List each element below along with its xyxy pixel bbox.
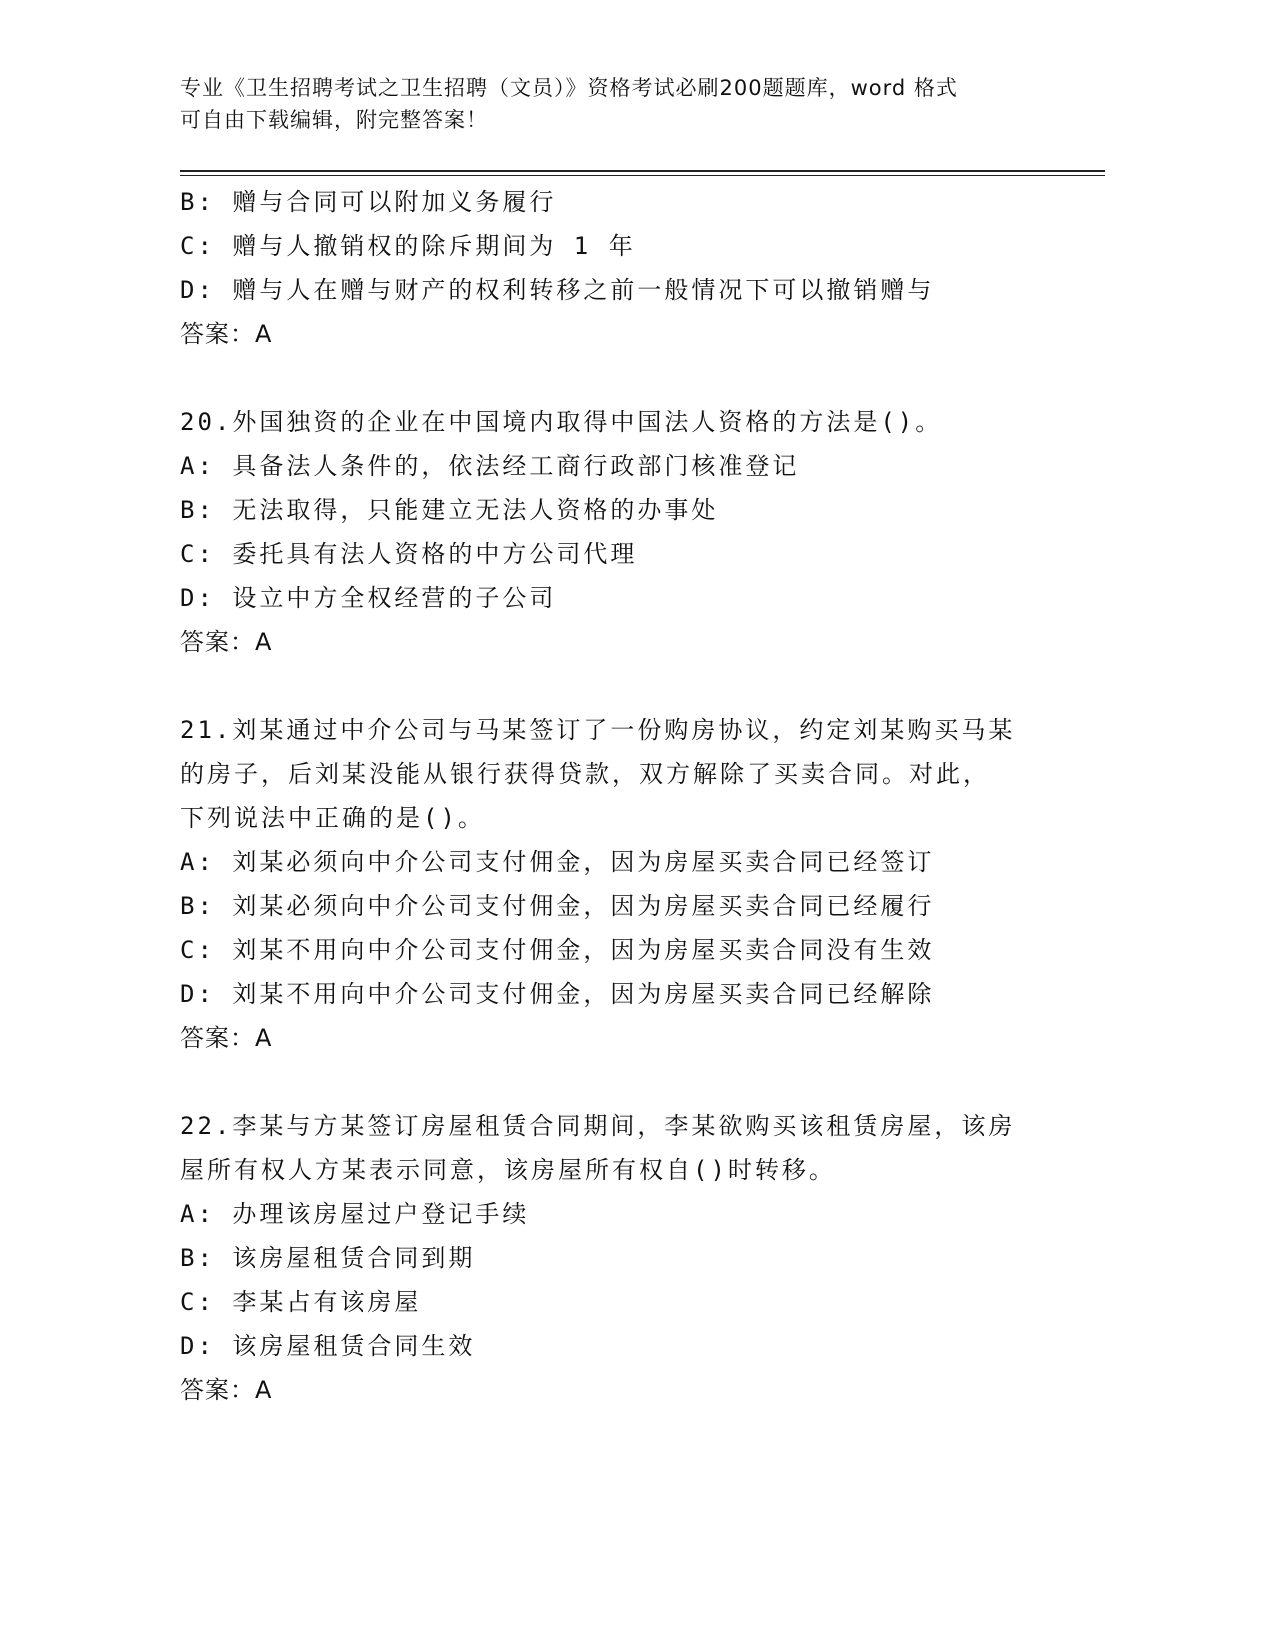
option-b: B: 无法取得，只能建立无法人资格的办事处 xyxy=(180,496,719,524)
option-d: D: 刘某不用向中介公司支付佣金，因为房屋买卖合同已经解除 xyxy=(180,980,935,1008)
option-b: B: 赠与合同可以附加义务履行 xyxy=(180,188,557,216)
question-20 xyxy=(180,400,1040,664)
answer-line: 答案：A xyxy=(180,1024,273,1052)
option-d: D: 赠与人在赠与财产的权利转移之前一般情况下可以撤销赠与 xyxy=(180,276,935,304)
document-header xyxy=(180,72,1040,136)
option-d: D: 该房屋租赁合同生效 xyxy=(180,1332,476,1360)
answer-line: 答案：A xyxy=(180,320,273,348)
header-divider-thin xyxy=(180,175,1105,176)
option-a: A: 刘某必须向中介公司支付佣金，因为房屋买卖合同已经签订 xyxy=(180,848,935,876)
header-title-line-2: 可自由下载编辑，附完整答案！ xyxy=(180,108,488,132)
option-c: C: 李某占有该房屋 xyxy=(180,1288,422,1316)
answer-line: 答案：A xyxy=(180,1376,273,1404)
question-stem-line-2: 的房子，后刘某没能从银行获得贷款，双方解除了买卖合同。对此， xyxy=(180,760,990,788)
option-c: C: 赠与人撤销权的除斥期间为 1 年 xyxy=(180,232,636,260)
header-title-line-1: 专业《卫生招聘考试之卫生招聘（文员）》资格考试必刷200题题库，word 格式 xyxy=(180,76,958,100)
question-stem-line-1: 22.李某与方某签订房屋租赁合同期间，李某欲购买该租赁房屋，该房 xyxy=(180,1112,1016,1140)
option-d: D: 设立中方全权经营的子公司 xyxy=(180,584,557,612)
question-stem-line-2: 屋所有权人方某表示同意，该房屋所有权自()时转移。 xyxy=(180,1156,836,1184)
option-b: B: 刘某必须向中介公司支付佣金，因为房屋买卖合同已经履行 xyxy=(180,892,935,920)
option-c: C: 委托具有法人资格的中方公司代理 xyxy=(180,540,638,568)
option-c: C: 刘某不用向中介公司支付佣金，因为房屋买卖合同没有生效 xyxy=(180,936,935,964)
question-stem-line-1: 21.刘某通过中介公司与马某签订了一份购房协议，约定刘某购买马某 xyxy=(180,716,1016,744)
question-21 xyxy=(180,708,1040,1060)
question-19-continued xyxy=(180,180,1040,356)
answer-line: 答案：A xyxy=(180,628,273,656)
option-a: A: 办理该房屋过户登记手续 xyxy=(180,1200,530,1228)
option-a: A: 具备法人条件的，依法经工商行政部门核准登记 xyxy=(180,452,800,480)
header-divider-thick xyxy=(180,170,1105,172)
question-stem: 20.外国独资的企业在中国境内取得中国法人资格的方法是()。 xyxy=(180,408,943,436)
question-22 xyxy=(180,1104,1040,1412)
question-stem-line-3: 下列说法中正确的是()。 xyxy=(180,804,485,832)
question-content xyxy=(180,180,1040,1412)
option-b: B: 该房屋租赁合同到期 xyxy=(180,1244,476,1272)
